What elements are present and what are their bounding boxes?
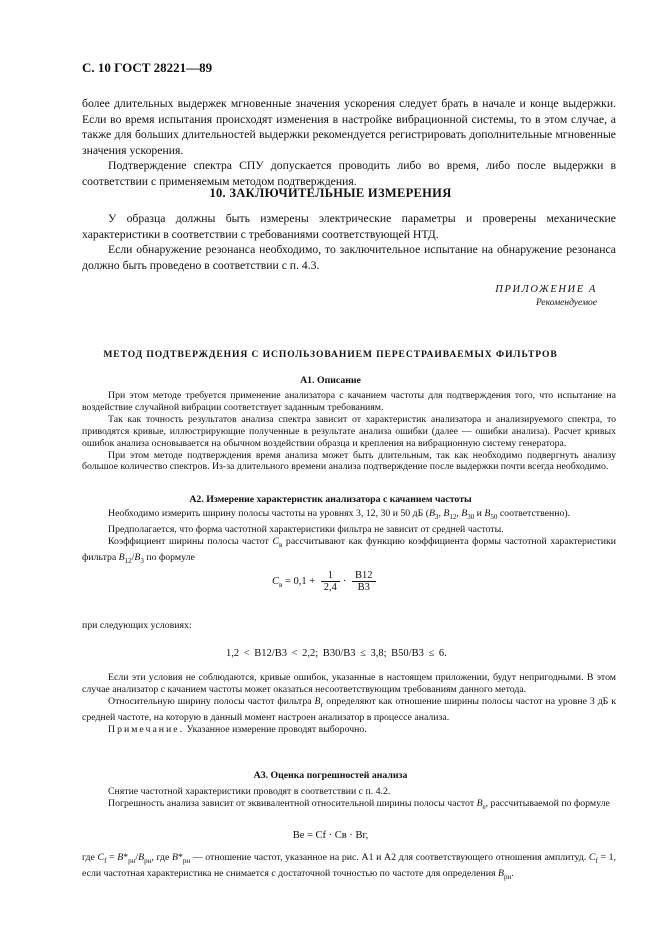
a3-paragraph-3: где $C_f = B*_{рн}/B_{рн}$, где $B*_{рн}$ — отношение частот, указанное на рис. А1 и А2 для соответствующего отношения амплитуд. $C_f = 1$, если частотная характеристика не снимается с достаточной точностью по частоте для определения $B_{рн}$. <box>82 852 616 881</box>
a3-text-top <box>82 786 616 814</box>
section-10-paragraph-1: У образца должны быть измерены электрические параметры и проверены механические характеристики в соответствии с требованиями соответствующей НТД. <box>82 212 616 241</box>
method-title: МЕТОД ПОДТВЕРЖДЕНИЯ С ИСПОЛЬЗОВАНИЕМ ПЕРЕСТРАИВАЕМЫХ ФИЛЬТРОВ <box>103 349 558 360</box>
formula-fraction-2: $\frac{B12}{B3}$ <box>352 570 376 593</box>
intro-text <box>82 96 616 189</box>
a2-paragraph-1: Необходимо измерить ширину полосы частоты на уровнях 3, 12, 30 и 50 дБ ($B_3$, $B_{12}$, $B_{30}$ и $B_{50}$ соответственно). <box>108 508 571 521</box>
a3-title: А3. Оценка погрешностей анализа <box>253 770 408 781</box>
page-header: С. 10 ГОСТ 28221—89 <box>82 60 213 75</box>
a2-paragraph-4: Если эти условия не соблюдаются, кривые ошибок, указанные в настоящем приложении, будут непригодными. В этом случае анализатор с качанием частоты может оказаться несоответствующим требованиям данного метода. <box>82 672 616 695</box>
section-10-paragraph-2: Если обнаружение резонанса необходимо, то заключительное испытание на обнаружение резонанса должно быть проведено в соответствии с п. 4.3. <box>82 243 616 272</box>
formula-fraction-1: $\frac{1}{2,4}$ <box>321 570 340 593</box>
appendix-label: ПРИЛОЖЕНИЕ А <box>495 284 597 295</box>
formula-cv: $C_в = 0,1$ + $\frac{1}{2,4}$ · $\frac{B12}{B3}$ <box>272 570 379 593</box>
conditions-lead: при следующих условиях: <box>82 620 192 631</box>
a1-title: А1. Описание <box>300 375 361 386</box>
conditions-formula: 1,2 < B12/B3 < 2,2; B30/B3 ≤ 3,8; B50/B3 ≤ 6. <box>226 648 447 659</box>
a1-text <box>82 390 616 473</box>
section-10-title: 10. ЗАКЛЮЧИТЕЛЬНЫЕ ИЗМЕРЕНИЯ <box>209 186 452 200</box>
a2-text-top <box>82 508 616 567</box>
a2-paragraph-5: Относительную ширину полосы частот фильтра $B_г$ определяют как отношение ширины полосы частот на уровне 3 дБ к средней частоте, на которую в данный момент настроен анализатор в процессе анализа. <box>82 695 616 723</box>
a1-paragraph-2: Так как точность результатов анализа спектра зависит от характеристик анализатора и анализируемого спектра, то приводятся кривые, иллюстрирующие полученные в результате анализа ошибки (далее — ошибки анализа). Расчет кривых ошибок анализа основывается на обычном воздействии образца и крепления на вибрационную систему генератора. <box>82 413 616 449</box>
formula-be: Bе = Cf · Cв · Bг, <box>292 830 369 841</box>
appendix-status: Рекомендуемое <box>535 298 597 308</box>
a1-paragraph-1: При этом методе требуется применение анализатора с качанием частоты для подтверждения того, что испытание на воздействие случайной вибрации соответствует заданным требованиям. <box>82 390 616 413</box>
a2-note: Примечание. Указанное измерение проводят выборочно. <box>108 723 367 735</box>
intro-paragraph-1: более длительных выдержек мгновенные значения ускорения следует брать в начале и конце выдержки. Если во время испытания происходят изменения в настройке вибрационной системы, то в этом случае, а также для больших длительностей выдержки рекомендуется регистрировать дополнительные мгновенные значения ускорения. <box>82 97 616 157</box>
a3-paragraph-1: Снятие частотной характеристики проводят в соответствии с п. 4.2. <box>108 786 391 797</box>
a1-paragraph-3: При этом методе подтверждения время анализа может быть длительным, так как необходимо подвергнуть анализу большое количество спектров. Из-за длительного времени анализа подтверждение после выдержки почти всегда необходимо. <box>82 449 616 473</box>
a2-paragraph-2: Предполагается, что форма частотной характеристики фильтра не зависит от средней частоты. <box>108 523 504 535</box>
section-10-text <box>82 211 616 273</box>
a2-title: А2. Измерение характеристик анализатора с качанием частоты <box>189 494 472 505</box>
a3-text-bottom <box>82 852 616 884</box>
intro-paragraph-2: Подтверждение спектра СПУ допускается проводить либо во время, либо после выдержки в соответствии с применяемым методом подтверждения. <box>82 159 616 188</box>
a2-text-bottom <box>82 672 616 735</box>
a3-paragraph-2: Погрешность анализа зависит от эквивалентной относительной ширины полосы частот $B_е$, рассчитываемой по формуле <box>108 797 610 811</box>
a2-paragraph-3: Коэффициент ширины полосы частот $C_в$ рассчитывают как функцию коэффициента формы частотной характеристики фильтра $B_{12}/B_3$ по формуле <box>82 535 616 565</box>
